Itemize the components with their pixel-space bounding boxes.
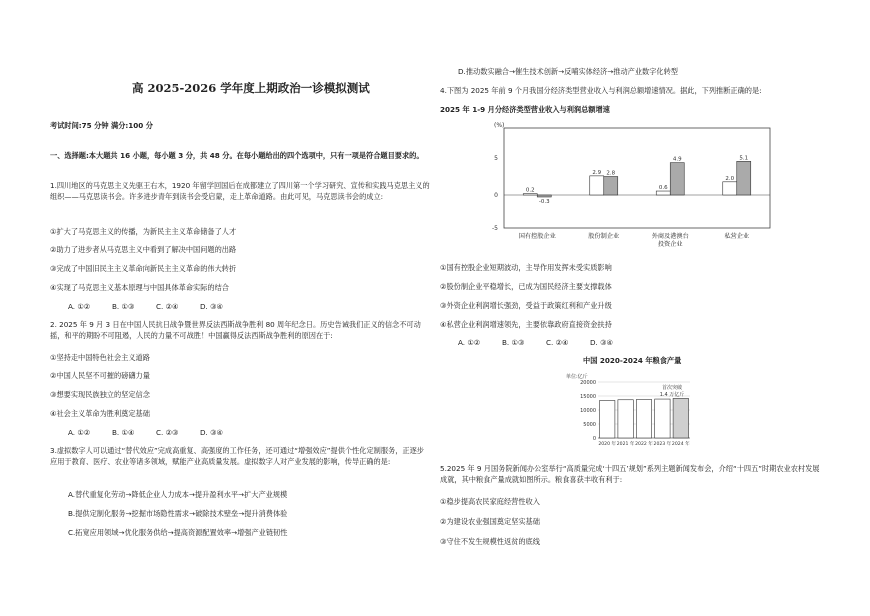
q1-answer-b[interactable]: B. ①③: [112, 302, 135, 311]
q4-option-2: ②股份制企业平稳增长，已成为国民经济主要支撑载体: [440, 282, 612, 291]
chart1-ylabel: (%): [494, 122, 505, 129]
chart1-category-0-0: 国有控股企业: [518, 233, 556, 240]
chart1-value-0-0: 0.2: [525, 187, 535, 194]
chart2-ytick-1: 15000: [580, 394, 596, 400]
growth-chart: [440, 118, 822, 258]
chart2-ytick-3: 5000: [583, 422, 596, 428]
chart1-value-1-0: 2.9: [592, 169, 602, 176]
q1-option-3: ③完成了中国旧民主主义革命向新民主主义革命的伟大转折: [50, 264, 237, 273]
q3-option-c[interactable]: C.拓宽应用领域→优化服务供给→提高资源配置效率→增强产业链韧性: [68, 528, 288, 537]
q1-answer-d[interactable]: D. ③④: [200, 302, 223, 311]
q5-option-2: ②为建设农业强国奠定坚实基础: [440, 517, 540, 526]
chart1-value-3-0: 2.0: [725, 175, 735, 182]
q2-stem: 2. 2025 年 9 月 3 日在中国人民抗日战争暨世界反法西斯战争胜利 80 周年纪念日。历史告诫我们正义的信念不可动摇，和平的期盼不可阻遏，人民的力量不可战胜！中国赢得反法西斯战争胜利的原因在于:: [50, 320, 421, 340]
q3-option-b[interactable]: B.提供定制化服务→挖掘市场隐性需求→破除技术壁垒→提升消费体验: [68, 509, 288, 518]
chart1-bar-1-0: [590, 176, 604, 195]
chart1-value-2-1: 4.9: [672, 156, 682, 163]
q1-option-1: ①扩大了马克思主义的传播，为新民主主义革命储备了人才: [50, 227, 237, 236]
chart1-bar-0-0: [523, 194, 537, 195]
exam-title: 高 2025-2026 学年度上期政治一诊模拟测试: [132, 81, 370, 95]
q5-option-1: ①稳步提高农民家庭经营性收入: [440, 497, 540, 506]
section-heading: 一、选择题:本大题共 16 小题，每小题 3 分，共 48 分。在每小题给出的四个选项中，只有一项是符合题目要求的。: [50, 151, 424, 160]
chart2-category-3: 2023 年: [653, 442, 672, 447]
q1-answer-a[interactable]: A. ①②: [68, 302, 91, 311]
q4-answer-c[interactable]: C. ②④: [546, 338, 569, 347]
q2-option-4: ④社会主义革命为胜利奠定基础: [50, 409, 150, 418]
q4-answer-a[interactable]: A. ①②: [458, 338, 481, 347]
q4-option-1: ①国有控股企业短期波动，主导作用发挥未受实质影响: [440, 263, 612, 272]
q3-option-a[interactable]: A.替代重复化劳动→降低企业人力成本→提升盈利水平→扩大产业规模: [68, 490, 288, 499]
chart2-category-2: 2022 年: [635, 442, 653, 447]
q2-answer-c[interactable]: C. ②③: [156, 428, 179, 437]
chart1-bar-1-1: [604, 177, 618, 195]
q2-option-2: ②中国人民坚不可摧的磅礴力量: [50, 371, 150, 380]
q1-option-2: ②助力了进步者从马克思主义中看到了解决中国问题的出路: [50, 245, 237, 254]
chart2-category-0: 2020 年: [598, 442, 617, 447]
exam-meta: 考试时间:75 分钟 满分:100 分: [50, 121, 153, 130]
chart1-value-3-1: 5.1: [739, 155, 749, 162]
chart1-category-2-0: 外商及港澳台: [651, 233, 689, 240]
q4-answer-d[interactable]: D. ③④: [590, 338, 613, 347]
q2-answer-a[interactable]: A. ①②: [68, 428, 91, 437]
q3-stem: 3.虚拟数字人可以通过“替代效应”完成高重复、高强度的工作任务，还可通过“增强效应”提供个性化定制服务，正逐步应用于教育、医疗、农业等诸多领域，赋能产业高质量发展。虚拟数字人对产业发展的影响，传导正确的是:: [50, 446, 424, 466]
q2-answer-b[interactable]: B. ①④: [112, 428, 135, 437]
q4-option-3: ③外资企业利润增长强劲，受益于政策红利和产业升级: [440, 301, 612, 310]
chart1-bar-2-1: [670, 163, 684, 195]
chart1-value-0-1: -0.3: [538, 198, 550, 205]
q5-option-3: ③守住不发生规模性返贫的底线: [440, 537, 540, 546]
q1-answer-c[interactable]: C. ②④: [156, 302, 179, 311]
chart1-category-1-0: 股份制企业: [588, 233, 620, 240]
chart1-bar-3-1: [737, 161, 751, 195]
q5-stem: 5.2025 年 9 月国务院新闻办公室举行“高质量完成‘十四五’规划”系列主题新闻发布会，介绍“十四五”时期农业农村发展成就，其中粮食产量成就如图所示。粮食喜获丰收有利于:: [440, 464, 820, 484]
q4-stem: 4.下图为 2025 年前 9 个月我国分经济类型营业收入与利润总额增速情况。据此，下列推断正确的是:: [440, 86, 762, 95]
q1-option-4: ④实现了马克思主义基本原理与中国具体革命实际的结合: [50, 283, 229, 292]
chart1-bar-0-1: [537, 195, 551, 197]
chart1-ytick-5: 5: [494, 155, 498, 162]
chart2-annotation-1: 首次突破: [661, 385, 683, 391]
q2-option-3: ③想要实现民族独立的坚定信念: [50, 390, 150, 399]
q4-option-4: ④私营企业利润增速领先，主要依靠政府直接资金扶持: [440, 320, 612, 329]
q4-answer-b[interactable]: B. ①③: [502, 338, 525, 347]
chart1-category-3-0: 私营企业: [724, 233, 750, 240]
chart2-title: 中国 2020-2024 年粮食产量: [583, 356, 682, 365]
chart1-bar-3-0: [723, 182, 737, 195]
chart2-ytick-0: 20000: [580, 380, 596, 386]
chart2-bar-4: [673, 398, 688, 438]
chart1-value-1-1: 2.8: [606, 170, 616, 177]
chart2-bar-2: [636, 400, 651, 438]
chart2-ytick-4: 0: [592, 436, 596, 442]
grain-chart: [562, 370, 702, 450]
chart2-category-4: 2024 年: [671, 442, 690, 447]
q2-answer-d[interactable]: D. ③④: [200, 428, 223, 437]
chart2-bar-3: [655, 399, 670, 438]
chart2-category-1: 2021 年: [616, 442, 635, 447]
chart2-bar-1: [618, 400, 633, 438]
chart1-value-2-0: 0.6: [658, 185, 668, 192]
chart1-category-2-1: 投资企业: [657, 241, 683, 248]
chart2-annotation-2: 1.4 万亿斤: [659, 392, 685, 398]
chart1-bar-2-0: [656, 191, 670, 195]
q1-stem: 1.四川地区的马克思主义先驱王右木，1920 年留学回国后在成都建立了四川第一个学习研究、宣传和实践马克思主义的组织——马克思读书会。许多进步青年到读书会受启蒙，走上革命道路。由此可见，马克思读书会的成立:: [50, 181, 430, 201]
chart1-ytick-neg5: -5: [492, 225, 498, 232]
chart2-ylabel: 单位:亿斤: [566, 374, 588, 380]
q2-option-1: ①坚持走中国特色社会主义道路: [50, 353, 150, 362]
chart2-bar-0: [600, 401, 615, 438]
chart2-ytick-2: 10000: [580, 408, 596, 414]
chart1-ytick-0: 0: [494, 192, 498, 199]
q3-option-d[interactable]: D.推动数实融合→催生技术创新→反哺实体经济→推动产业数字化转型: [458, 67, 678, 76]
chart1-title: 2025 年 1-9 月分经济类型营业收入与利润总额增速: [440, 105, 610, 114]
